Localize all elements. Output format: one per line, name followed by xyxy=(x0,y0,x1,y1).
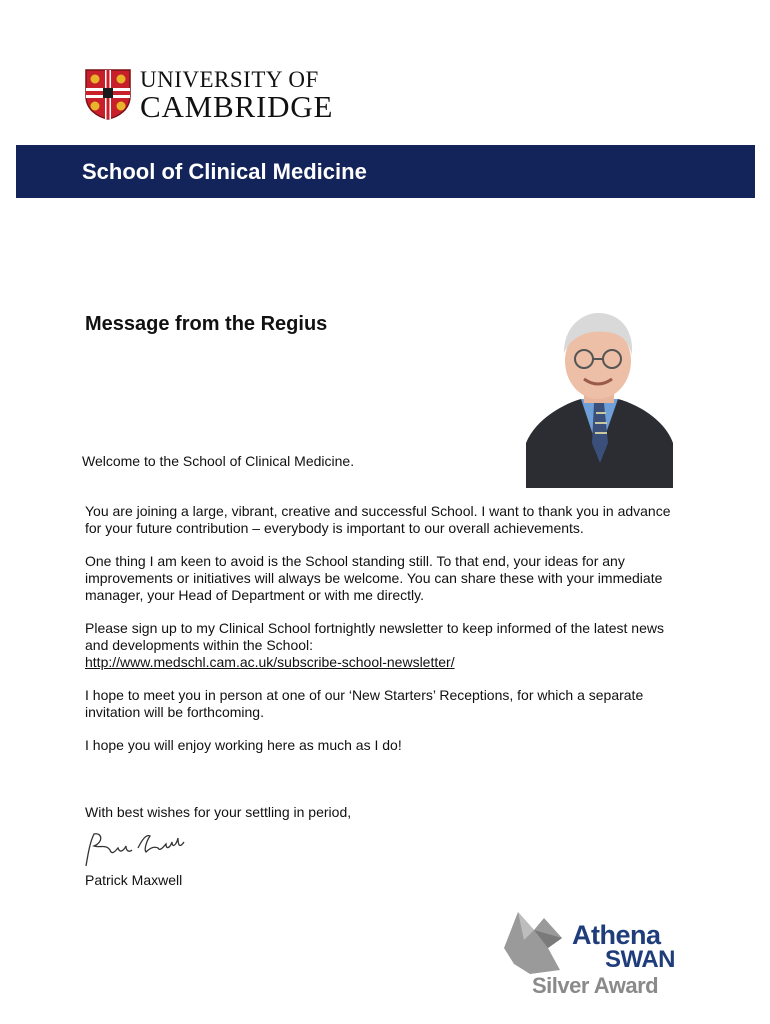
swan-label: SWAN xyxy=(605,946,675,973)
newsletter-link[interactable]: http://www.medschl.cam.ac.uk/subscribe-school-newsletter/ xyxy=(85,654,455,670)
paragraph-enjoy: I hope you will enjoy working here as much as I do! xyxy=(85,737,402,753)
university-line2: CAMBRIDGE xyxy=(140,89,334,124)
paragraph-thanks: You are joining a large, vibrant, creative and successful School. I want to thank you in advance for your future contribution – everybody is important to our overall achievements. xyxy=(85,503,671,536)
school-banner xyxy=(16,145,755,198)
closing-line: With best wishes for your settling in period, xyxy=(85,804,352,820)
school-title: School of Clinical Medicine xyxy=(82,159,367,184)
cambridge-shield-icon xyxy=(84,68,132,120)
welcome-line: Welcome to the School of Clinical Medicine. xyxy=(82,453,355,469)
letter-body xyxy=(85,503,685,770)
paragraph-receptions: I hope to meet you in person at one of our ‘New Starters’ Receptions, for which a separate invitation will be forthcoming. xyxy=(85,687,644,720)
newsletter-text: Please sign up to my Clinical School fortnightly newsletter to keep informed of the latest news and developments within the School: xyxy=(85,620,664,653)
handwritten-signature xyxy=(80,828,190,870)
silver-award-label: Silver Award xyxy=(532,973,659,998)
regius-portrait xyxy=(526,303,673,488)
signer-name: Patrick Maxwell xyxy=(85,872,183,888)
university-line1: UNIVERSITY OF xyxy=(140,67,319,92)
letter-heading: Message from the Regius xyxy=(85,313,328,335)
athena-label: Athena xyxy=(572,920,661,950)
paragraph-ideas: One thing I am keen to avoid is the School standing still. To that end, your ideas for any improvements or initiatives will always be welcome. You can share these with your immediate manager, your Head of Department or with me directly. xyxy=(85,553,663,603)
university-wordmark xyxy=(140,68,333,122)
athena-swan-logo xyxy=(500,906,690,1000)
paragraph-newsletter xyxy=(85,620,685,671)
